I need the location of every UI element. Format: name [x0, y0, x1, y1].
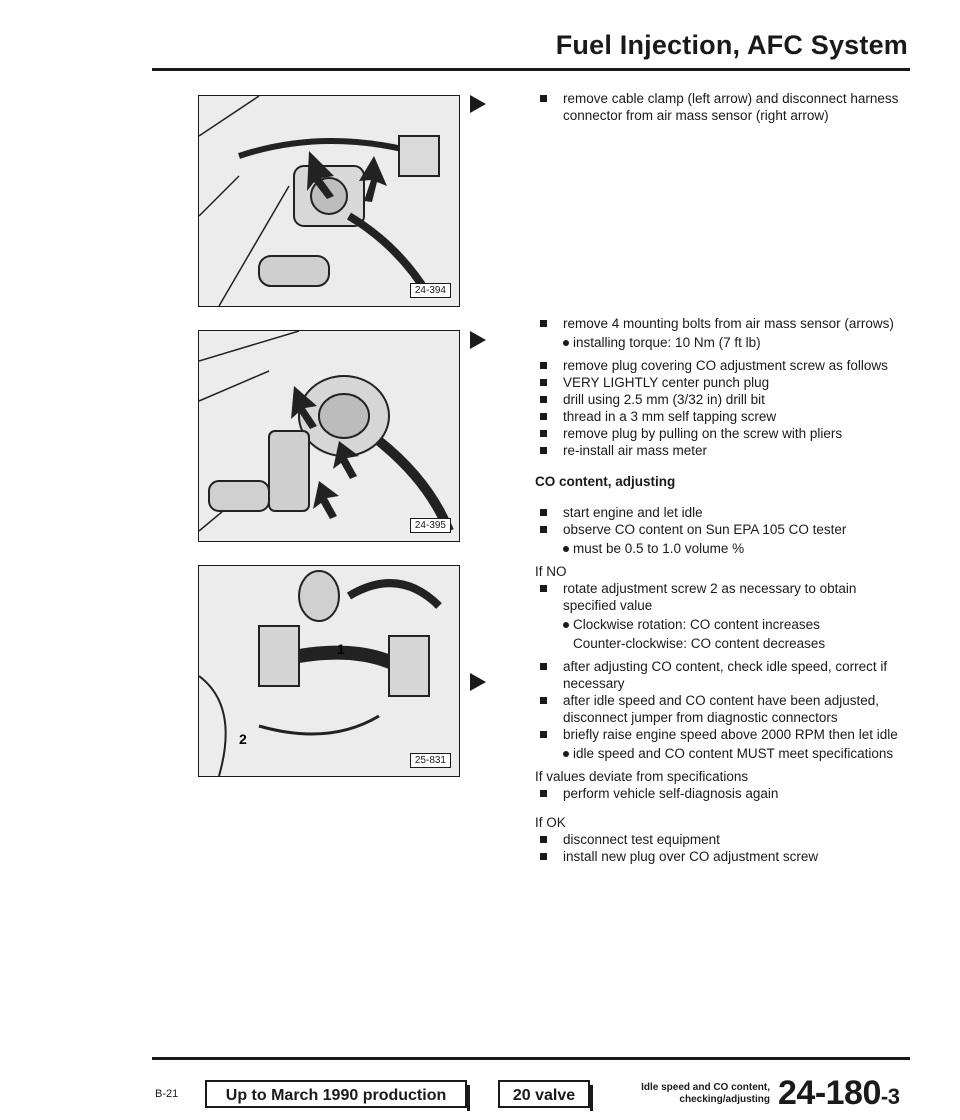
step-item: re-install air mass meter	[535, 442, 905, 459]
production-tag: Up to March 1990 production	[205, 1080, 467, 1108]
step-item: briefly raise engine speed above 2000 RPM then let idle	[535, 726, 905, 743]
condition-deviate: If values deviate from specifications	[535, 769, 749, 784]
condition-if-no: If NO	[535, 564, 567, 579]
step-item: after adjusting CO content, check idle speed, correct if necessary	[535, 658, 905, 692]
page-code-sub: -3	[880, 1084, 900, 1109]
step-item: remove plug covering CO adjustment screw as follows	[535, 357, 905, 374]
figure-air-mass-sensor	[198, 330, 460, 542]
footer-rule	[152, 1057, 910, 1060]
step-item: install new plug over CO adjustment screw	[535, 848, 905, 865]
pointer-arrow-icon	[470, 673, 486, 691]
valve-tag: 20 valve	[498, 1080, 590, 1108]
step-block-3	[535, 504, 905, 865]
page-footer	[0, 1074, 960, 1120]
callout-2: 2	[239, 731, 247, 747]
page-side-number: B-21	[155, 1088, 179, 1100]
step-item: remove plug by pulling on the screw with pliers	[535, 425, 905, 442]
page-title: Fuel Injection, AFC System	[555, 30, 908, 60]
header-rule	[152, 68, 910, 71]
step-item: remove 4 mounting bolts from air mass sensor (arrows)	[535, 315, 905, 332]
page-number	[778, 1074, 899, 1113]
step-item: start engine and let idle	[535, 504, 905, 521]
footer-description: Idle speed and CO content, checking/adjusting	[641, 1082, 770, 1105]
step-item: after idle speed and CO content have been adjusted, disconnect jumper from diagnostic connectors	[535, 692, 905, 726]
figure-label: 25-831	[410, 753, 451, 768]
pointer-arrow-icon	[470, 331, 486, 349]
step-item: disconnect test equipment	[535, 831, 905, 848]
step-subitem: must be 0.5 to 1.0 volume %	[535, 540, 905, 557]
figure-label: 24-395	[410, 518, 451, 533]
figure-engine-harness	[198, 95, 460, 307]
procedure-text	[535, 90, 905, 865]
figure-co-adjustment	[198, 565, 460, 777]
callout-1: 1	[337, 641, 345, 657]
engine-illustration-3	[199, 566, 459, 776]
step-subitem: idle speed and CO content MUST meet specifications	[535, 745, 905, 762]
step-item: remove cable clamp (left arrow) and disconnect harness connector from air mass sensor (right arrow)	[535, 90, 905, 124]
page-code-main: 24-180	[778, 1074, 881, 1112]
step-item: rotate adjustment screw 2 as necessary to obtain specified value	[535, 580, 905, 614]
step-item: drill using 2.5 mm (3/32 in) drill bit	[535, 391, 905, 408]
pointer-arrow-icon	[470, 95, 486, 113]
step-block-1	[535, 90, 905, 315]
condition-if-ok: If OK	[535, 815, 566, 830]
step-item: perform vehicle self-diagnosis again	[535, 785, 905, 802]
step-item: VERY LIGHTLY center punch plug	[535, 374, 905, 391]
step-subitem: Clockwise rotation: CO content increases	[535, 616, 905, 633]
step-subitem: installing torque: 10 Nm (7 ft lb)	[535, 334, 905, 351]
step-item: thread in a 3 mm self tapping screw	[535, 408, 905, 425]
step-block-2	[535, 315, 905, 459]
engine-illustration-1	[199, 96, 459, 306]
step-subitem-continued: Counter-clockwise: CO content decreases	[573, 636, 826, 651]
section-heading: CO content, adjusting	[535, 474, 676, 489]
figure-label: 24-394	[410, 283, 451, 298]
step-item: observe CO content on Sun EPA 105 CO tester	[535, 521, 905, 538]
engine-illustration-2	[199, 331, 459, 541]
